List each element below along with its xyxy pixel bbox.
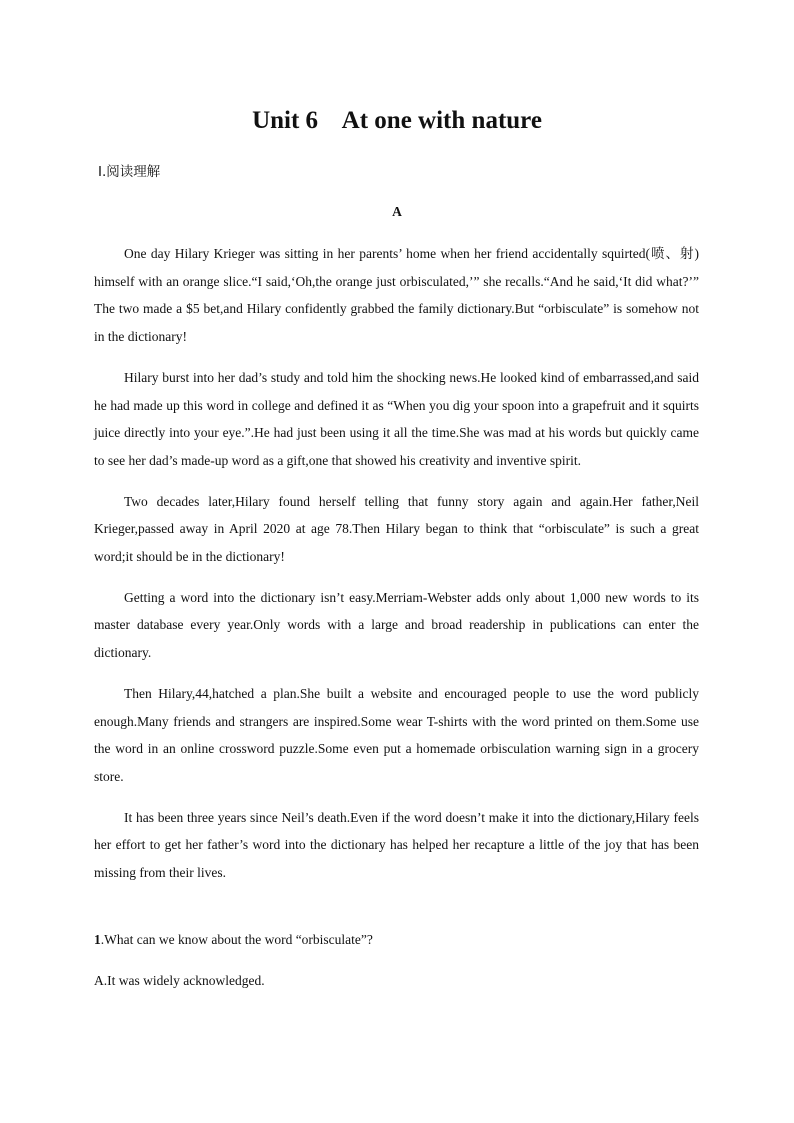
question-number: 1 xyxy=(94,932,101,947)
passage-paragraph: Getting a word into the dictionary isn’t easy.Merriam-Webster adds only about 1,000 new words to its master database every year.Only words with a large and broad readership in publications can enter the dictionary. xyxy=(94,589,699,661)
passage-paragraph: Hilary burst into her dad’s study and told him the shocking news.He looked kind of embarrassed,and said he had made up this word in college and defined it as “When you dig your spoon into a grapefruit and it squirts juice directly into your eye.”.He had just been using it all the time.She was mad at his words but quickly came to see her dad’s made-up word as a gift,one that showed his creativity and inventive spirit. xyxy=(94,369,699,468)
passage-paragraph: Then Hilary,44,hatched a plan.She built a website and encouraged people to use the word publicly enough.Many friends and strangers are inspired.Some wear T-shirts with the word printed on them.Some use the word in an online crossword puzzle.Some even put a homemade orbisculation warning sign in a grocery store. xyxy=(94,685,699,784)
passage-paragraph: One day Hilary Krieger was sitting in her parents’ home when her friend accidentally squirted(喷、射) himself with an orange slice.“I said,‘Oh,the orange just orbisculated,’” she recalls.“And he said,‘It did what?’” The two made a $5 bet,and Hilary confidently grabbed the family dictionary.But “orbisculate” is somehow not in the dictionary! xyxy=(94,246,699,345)
section-heading: Ⅰ.阅读理解 xyxy=(98,164,161,180)
passage-paragraph: It has been three years since Neil’s death.Even if the word doesn’t make it into the dictionary,Hilary feels her effort to get her father’s word into the dictionary has helped her recapture a little of the joy that has been missing from their lives. xyxy=(94,809,699,881)
reading-passage xyxy=(94,240,699,900)
page-title: Unit 6 At one with nature xyxy=(252,107,542,134)
answer-option-a[interactable]: A.It was widely acknowledged. xyxy=(94,973,265,988)
question-1 xyxy=(94,929,699,951)
question-text: .What can we know about the word “orbisculate”? xyxy=(100,932,373,947)
passage-paragraph: Two decades later,Hilary found herself telling that funny story again and again.Her father,Neil Krieger,passed away in April 2020 at age 78.Then Hilary began to think that “orbisculate” is such a great word;it should be in the dictionary! xyxy=(94,493,699,565)
passage-label: A xyxy=(392,204,402,219)
